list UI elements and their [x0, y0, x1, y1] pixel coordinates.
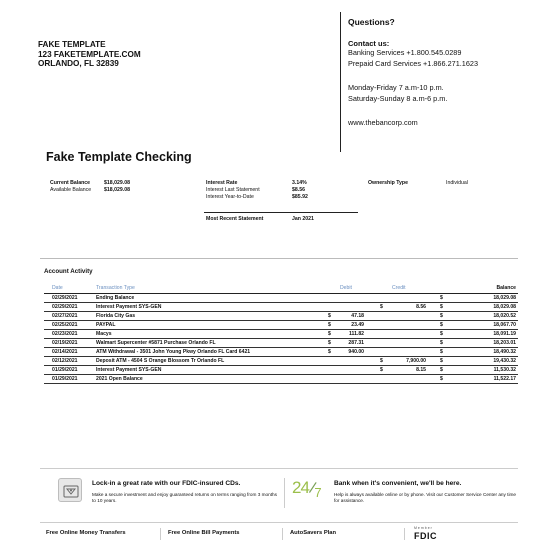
row-debit-symbol: [328, 302, 340, 311]
customer-address: [38, 40, 141, 69]
row-credit-symbol: $: [380, 357, 392, 366]
table-row: [44, 357, 518, 366]
row-description: Walmart Supercenter #5871 Purchase Orlando FL: [96, 338, 328, 347]
weekend-hours: Saturday-Sunday 8 a.m-6 p.m.: [348, 93, 448, 103]
date-column-header: Date: [44, 284, 96, 293]
row-balance: 18,067.70: [454, 320, 518, 329]
ownership-value: [446, 180, 468, 187]
interest-labels: [206, 180, 260, 201]
row-date: 01/29/2021: [44, 375, 96, 384]
row-credit: [392, 293, 440, 302]
footer-divider-1: [160, 528, 161, 540]
row-debit: [340, 293, 380, 302]
prepaid-phone: Prepaid Card Services +1.866.271.1623: [348, 58, 479, 68]
row-description: ATM Withdrawal - 3501 John Young Pkwy Orlando FL Card 6421: [96, 348, 328, 357]
credit-column-header: Credit: [392, 284, 440, 293]
row-debit-symbol: $: [328, 311, 340, 320]
row-credit: 7,900.00: [392, 357, 440, 366]
balance-column-header: Balance: [454, 284, 518, 293]
row-credit: [392, 329, 440, 338]
interest-last-value: $8.56: [292, 187, 305, 193]
row-balance-symbol: $: [440, 348, 454, 357]
section-divider: [40, 258, 518, 259]
table-row: [44, 375, 518, 384]
debit-column-header: Debit: [340, 284, 380, 293]
balance-labels: [50, 180, 91, 194]
footer-divider-3: [404, 528, 405, 540]
row-credit: 8.56: [392, 302, 440, 311]
row-credit-symbol: [380, 293, 392, 302]
row-debit: [340, 366, 380, 375]
activity-table: [44, 284, 518, 384]
row-credit-symbol: [380, 338, 392, 347]
recent-statement-value: Jan 2021: [292, 216, 314, 222]
row-date: 01/29/2021: [44, 366, 96, 375]
table-row: [44, 348, 518, 357]
row-debit-symbol: $: [328, 348, 340, 357]
interest-rate-value: 3.14%: [292, 180, 307, 186]
row-credit-symbol: [380, 311, 392, 320]
row-balance-symbol: $: [440, 311, 454, 320]
summary-divider: [204, 212, 358, 213]
credit-symbol-header: [380, 284, 392, 293]
24-7-icon: $24/_7$: [292, 478, 321, 500]
row-credit-symbol: [380, 375, 392, 384]
ownership-type-label: Ownership Type: [368, 180, 408, 186]
table-row: [44, 366, 518, 375]
row-balance-symbol: $: [440, 302, 454, 311]
contact-us-heading: Contact us:: [348, 39, 390, 48]
ownership-label: [368, 180, 408, 187]
promo-divider: [40, 468, 518, 469]
row-balance: 18,029.08: [454, 293, 518, 302]
address-line-1: FAKE TEMPLATE: [38, 40, 106, 49]
support-promo-text: Help is always available online or by phone. Visit our Customer Service Center any time for assistance.: [334, 492, 517, 503]
website-link[interactable]: www.thebancorp.com: [348, 118, 418, 127]
account-title: Fake Template Checking: [46, 150, 192, 164]
row-description: Interest Payment SYS-GEN: [96, 302, 328, 311]
row-debit: [340, 375, 380, 384]
row-balance: 18,020.52: [454, 311, 518, 320]
interest-rate-label: Interest Rate: [206, 180, 238, 186]
fdic-member-text: Member: [414, 526, 433, 530]
row-date: 02/12/2021: [44, 357, 96, 366]
row-balance: 18,490.32: [454, 348, 518, 357]
transfers-link[interactable]: Free Online Money Transfers: [46, 530, 126, 536]
interest-ytd-label: Interest Year-to-Date: [206, 194, 254, 200]
row-date: 02/29/2021: [44, 293, 96, 302]
row-balance: 18,029.08: [454, 302, 518, 311]
row-debit: [340, 357, 380, 366]
row-balance-symbol: $: [440, 320, 454, 329]
row-credit-symbol: $: [380, 366, 392, 375]
row-balance-symbol: $: [440, 375, 454, 384]
row-debit: [340, 302, 380, 311]
row-date: 02/25/2021: [44, 320, 96, 329]
row-credit-symbol: [380, 329, 392, 338]
row-balance: 18,091.19: [454, 329, 518, 338]
table-row: [44, 302, 518, 311]
row-description: Deposit ATM - 4504 S Orange Blossom Tr Orlando FL: [96, 357, 328, 366]
row-description: Florida City Gas: [96, 311, 328, 320]
interest-ytd-value: $85.92: [292, 194, 308, 200]
row-debit-symbol: $: [328, 320, 340, 329]
row-debit-symbol: [328, 366, 340, 375]
row-debit: 47.18: [340, 311, 380, 320]
row-debit: 940.00: [340, 348, 380, 357]
row-credit: [392, 338, 440, 347]
table-row: [44, 293, 518, 302]
current-balance-label: Current Balance: [50, 180, 91, 186]
current-balance-value: $18,029.08: [104, 180, 130, 186]
interest-values: [292, 180, 308, 201]
debit-symbol-header: [328, 284, 340, 293]
weekday-hours: Monday-Friday 7 a.m-10 p.m.: [348, 83, 444, 92]
row-balance: 11,522.17: [454, 375, 518, 384]
account-activity-heading: Account Activity: [44, 268, 93, 275]
row-credit: [392, 348, 440, 357]
row-debit-symbol: [328, 375, 340, 384]
row-credit: [392, 311, 440, 320]
row-date: 02/23/2021: [44, 329, 96, 338]
row-balance-symbol: $: [440, 338, 454, 347]
activity-header-row: [44, 284, 518, 293]
cd-promo-text: Make a secure investment and enjoy guaranteed returns on terms ranging from 3 months to 10 years.: [92, 492, 277, 503]
recent-statement-label: Most Recent Statement: [206, 216, 264, 222]
ownership-type-value: Individual: [446, 180, 468, 186]
footer-divider: [40, 522, 518, 523]
table-row: [44, 329, 518, 338]
fdic-logo: FDIC: [414, 531, 437, 540]
row-description: Macys: [96, 329, 328, 338]
available-balance-label: Available Balance: [50, 187, 92, 193]
type-column-header: Transaction Type: [96, 284, 328, 293]
row-debit: 23.49: [340, 320, 380, 329]
row-date: 02/19/2021: [44, 338, 96, 347]
row-debit: 287.31: [340, 338, 380, 347]
banking-phone: Banking Services +1.800.545.0289: [348, 48, 462, 57]
row-credit-symbol: $: [380, 302, 392, 311]
row-balance: 19,430.32: [454, 357, 518, 366]
row-credit: [392, 320, 440, 329]
row-debit-symbol: $: [328, 338, 340, 347]
row-balance-symbol: $: [440, 329, 454, 338]
address-line-3: ORLANDO, FL 32839: [38, 59, 119, 68]
row-date: 02/14/2021: [44, 348, 96, 357]
row-description: 2021 Open Balance: [96, 375, 328, 384]
footer-divider-2: [282, 528, 283, 540]
row-debit-symbol: [328, 357, 340, 366]
autosavers-link[interactable]: AutoSavers Plan: [290, 530, 337, 536]
promo-vertical-divider: [284, 478, 285, 508]
cd-promo: [92, 480, 282, 504]
row-credit-symbol: [380, 348, 392, 357]
row-balance-symbol: $: [440, 357, 454, 366]
row-date: 02/27/2021: [44, 311, 96, 320]
address-line-2: 123 FAKETEMPLATE.COM: [38, 49, 141, 59]
support-promo: [334, 480, 520, 504]
vault-icon: [58, 478, 82, 502]
row-balance-symbol: $: [440, 293, 454, 302]
bill-pay-link[interactable]: Free Online Bill Payments: [168, 530, 240, 536]
support-promo-title: Bank when it's convenient, we'll be here.: [334, 480, 462, 487]
row-debit: 111.82: [340, 329, 380, 338]
table-row: [44, 311, 518, 320]
row-description: PAYPAL: [96, 320, 328, 329]
contact-panel: [340, 12, 530, 152]
balance-values: [104, 180, 130, 194]
row-credit: [392, 375, 440, 384]
row-credit: 8.15: [392, 366, 440, 375]
row-description: Interest Payment SYS-GEN: [96, 366, 328, 375]
row-credit-symbol: [380, 320, 392, 329]
row-debit-symbol: $: [328, 329, 340, 338]
table-row: [44, 320, 518, 329]
row-balance: 18,203.01: [454, 338, 518, 347]
questions-heading: Questions?: [348, 17, 395, 27]
cd-promo-title: Lock-in a great rate with our FDIC-insured CDs.: [92, 480, 241, 487]
available-balance-value: $18,029.08: [104, 187, 130, 193]
row-debit-symbol: [328, 293, 340, 302]
balance-symbol-header: [440, 284, 454, 293]
row-date: 02/29/2021: [44, 302, 96, 311]
row-balance-symbol: $: [440, 366, 454, 375]
interest-last-label: Interest Last Statement: [206, 187, 260, 193]
table-row: [44, 338, 518, 347]
row-balance: 11,530.32: [454, 366, 518, 375]
row-description: Ending Balance: [96, 293, 328, 302]
